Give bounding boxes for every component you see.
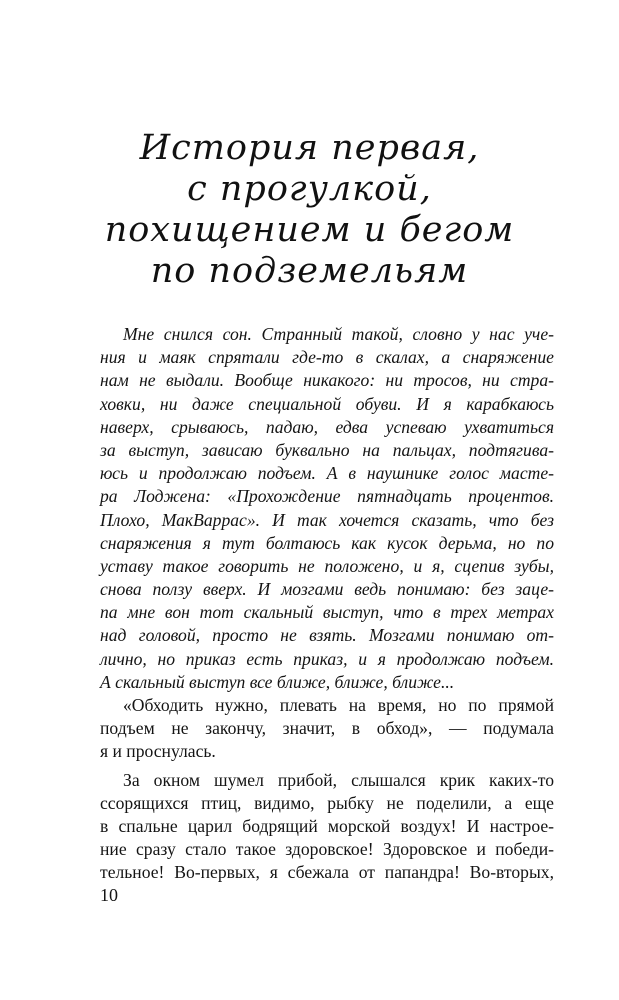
chapter-title-line-1: История первая, [139,128,480,168]
text-line: ссорящихся птиц, видимо, рыбку не поделили, а еще [100,792,554,813]
text-line: наверх, срываюсь, падаю, едва успеваю ухватиться [100,416,554,437]
text-line: в спальне царил бодрящий морской воздух! И настрое- [100,815,554,836]
text-line: «Обходить нужно, плевать на время, но по прямой [123,695,554,715]
text-line: Мне снился сон. Странный такой, словно у нас уче- [123,324,554,344]
text-line: А скальный выступ все ближе, ближе, ближе... [100,671,455,692]
text-line: снаряжения я тут болтаюсь как кусок дерьма, но по [100,532,554,553]
text-line: ния и маяк спрятали где-то в скалах, а снаряжение [100,347,554,368]
text-line: Плохо, МакВаррас». И так хочется сказать, что без [100,509,554,530]
text-line: подъем не закончу, значит, в обход», — подумала [100,718,554,739]
text-line: ховки, ни даже специальной обуви. И я карабкаюсь [100,393,554,414]
text-line: ние сразу стало такое здоровское! Здоровское и победи- [100,839,554,860]
text-line: юсь и продолжаю подъем. А в наушнике голос масте- [100,463,554,484]
text-line: уставу такое говорить не положено, и я, сцепив зубы, [100,555,554,576]
paragraph-2 [100,694,554,764]
body-text [100,323,554,885]
text-line: За окном шумел прибой, слышался крик каких-то [123,769,554,790]
text-line: тельное! Во-первых, я сбежала от папандра! Во-вторых, [100,862,554,883]
dream-paragraph [100,323,554,694]
text-line: нам не выдали. Вообще никакого: ни тросов, ни стра- [100,370,554,391]
text-line: я и проснулась. [100,741,216,762]
chapter-title-line-2: с прогулкой, [187,169,432,209]
chapter-title [60,128,559,292]
text-line: ра Лоджена: «Прохождение пятнадцать процентов. [100,486,554,507]
text-line: над головой, просто не взять. Мозгами понимаю от- [100,625,554,646]
text-line: лично, но приказ есть приказ, и я продолжаю подъем. [100,648,554,669]
chapter-title-line-3: похищением и бегом [104,210,515,250]
page-number: 10 [100,885,118,905]
text-line: па мне вон тот скальный выступ, что в трех метрах [100,602,554,623]
text-line: за выступ, зависаю буквально на пальцах, подтягива- [100,439,554,460]
paragraph-3 [100,769,554,885]
text-line: снова ползу вверх. И мозгами ведь понимаю: без заце- [100,579,554,600]
chapter-title-line-4: по подземельям [150,251,469,291]
